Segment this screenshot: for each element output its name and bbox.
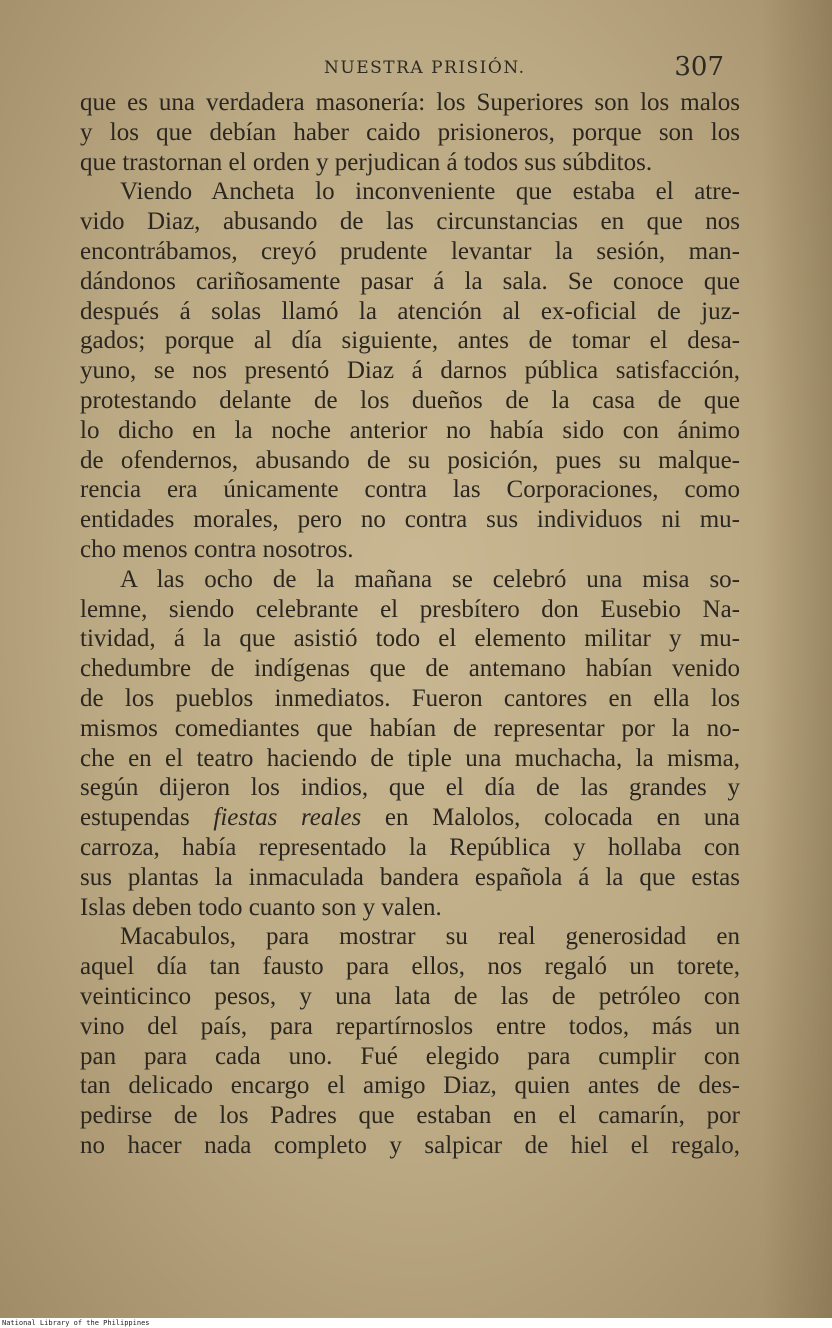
text-line: A las ocho de la mañana se celebró una misa so-: [120, 565, 740, 593]
text-line: veinticinco pesos, y una lata de las de petróleo con: [80, 982, 740, 1010]
text-line: gados; porque al día siguiente, antes de tomar el desa-: [80, 327, 740, 355]
text-segment: en Malolos, colocada en una: [361, 804, 740, 832]
text-line: entidades morales, pero no contra sus individuos ni mu-: [80, 506, 740, 534]
text-line-with-italic: [80, 803, 740, 833]
text-line: Viendo Ancheta lo inconveniente que estaba el atre-: [120, 178, 740, 206]
library-credit: National Library of the Philippines: [2, 1319, 150, 1327]
text-line: protestando delante de los dueños de la casa de que: [80, 386, 740, 414]
page-number: 307: [674, 52, 724, 82]
text-line: de los pueblos inmediatos. Fueron cantores en ella los: [80, 684, 740, 712]
text-line: según dijeron los indios, que el día de las grandes y: [80, 774, 740, 802]
text-line: cho menos contra nosotros.: [80, 535, 354, 563]
text-line: después á solas llamó la atención al ex-oficial de juz-: [80, 297, 740, 325]
text-line: mismos comediantes que habían de representar por la no-: [80, 714, 740, 742]
text-line: vido Diaz, abusando de las circunstancias en que nos: [80, 208, 740, 236]
text-line: sus plantas la inmaculada bandera española á la que estas: [80, 863, 740, 891]
text-line: no hacer nada completo y salpicar de hiel el regalo,: [80, 1131, 740, 1159]
text-segment: estupendas: [80, 804, 214, 832]
text-line: Islas deben todo cuanto son y valen.: [80, 893, 442, 921]
text-line: que trastornan el orden y perjudican á todos sus súbditos.: [80, 148, 653, 176]
text-line: tividad, á la que asistió todo el elemento militar y mu-: [80, 625, 740, 653]
text-line: Macabulos, para mostrar su real generosidad en: [120, 923, 740, 951]
text-line: que es una verdadera masonería: los Superiores son los malos: [80, 89, 740, 116]
page-edge-shadow: [762, 0, 832, 1318]
text-line: de ofendernos, abusando de su posición, pues su malque-: [80, 446, 740, 474]
text-line: carroza, había representado la República y hollaba con: [80, 833, 740, 861]
text-line: aquel día tan fausto para ellos, nos regaló un torete,: [80, 953, 740, 981]
page-header: [80, 52, 740, 92]
text-line: encontrábamos, creyó prudente levantar la sesión, man-: [80, 237, 740, 265]
text-line: tan delicado encargo el amigo Diaz, quien antes de des-: [80, 1072, 740, 1100]
text-line: vino del país, para repartírnoslos entre todos, más un: [80, 1012, 740, 1040]
text-line: pedirse de los Padres que estaban en el camarín, por: [80, 1102, 740, 1130]
text-line: yuno, se nos presentó Diaz á darnos pública satisfacción,: [80, 357, 740, 385]
italic-phrase: fiestas reales: [213, 804, 362, 832]
text-line: che en el teatro haciendo de tiple una muchacha, la misma,: [80, 744, 740, 772]
text-line: dándonos cariñosamente pasar á la sala. Se conoce que: [80, 267, 740, 295]
text-line: rencia era únicamente contra las Corporaciones, como: [80, 476, 740, 504]
running-head: NUESTRA PRISIÓN.: [324, 58, 526, 78]
text-line: lemne, siendo celebrante el presbítero don Eusebio Na-: [80, 595, 740, 623]
text-line: lo dicho en la noche anterior no había sido con ánimo: [80, 416, 740, 444]
body-text: [80, 88, 740, 1161]
text-line: y los que debían haber caido prisioneros, porque son los: [80, 118, 740, 146]
text-line: pan para cada uno. Fué elegido para cumplir con: [80, 1042, 740, 1070]
text-line: chedumbre de indígenas que de antemano habían venido: [80, 655, 740, 683]
